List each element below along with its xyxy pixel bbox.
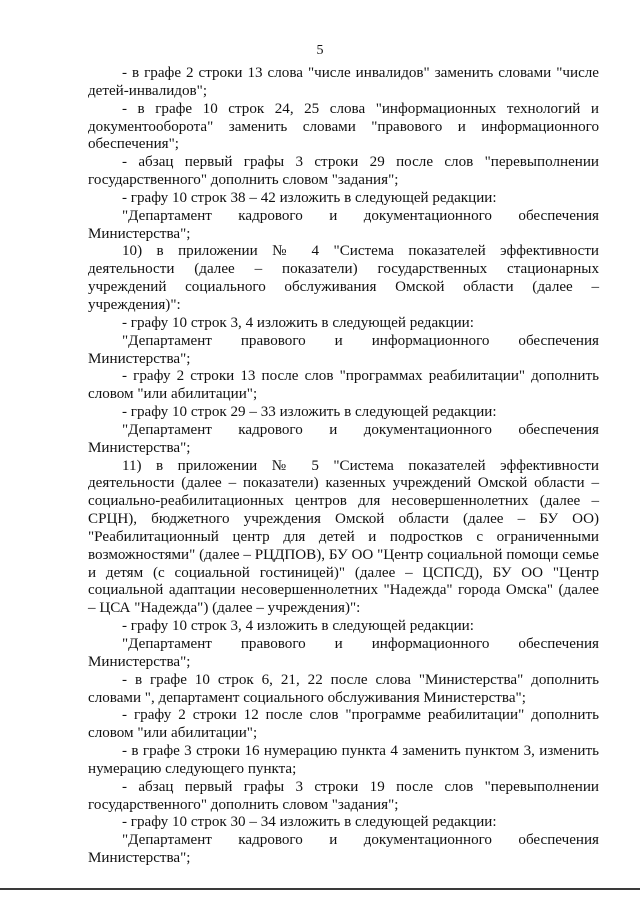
paragraph: - в графе 10 строк 24, 25 слова "информационных технологий и документооборота" заменить словами "правового и информационного обеспечения"; (88, 100, 599, 153)
paragraph: "Департамент кадрового и документационного обеспечения Министерства"; (88, 421, 599, 456)
scan-edge-line (0, 888, 640, 890)
paragraph: 11) в приложении № 5 "Система показателей эффективности деятельности (далее – показатели) казенных учреждений Омской области – социально-реабилитационных центров для несовершеннолетних (далее – СРЦН), бюджетного учреждения Омской области (далее – БУ ОО) "Реабилитационный центр для детей и подростков с ограниченными возможностями" (далее – РЦДПОВ), БУ ОО "Центр социальной помощи семье и детям (с социальной гостиницей)" (далее – ЦСПСД), БУ ОО "Центр социальной адаптации несовершеннолетних "Надежда" города Омска" (далее – ЦСА "Надежда") (далее – учреждения)": (88, 457, 599, 617)
paragraph: "Департамент кадрового и документационного обеспечения Министерства"; (88, 207, 599, 242)
paragraph: 10) в приложении № 4 "Система показателей эффективности деятельности (далее – показатели) государственных стационарных учреждений социального обслуживания Омской области (далее – учреждения)": (88, 243, 599, 313)
paragraph: - графу 2 строки 12 после слов "программе реабилитации" дополнить словом "или абилитации"; (88, 707, 599, 742)
paragraph: - в графе 10 строк 6, 21, 22 после слова "Министерства" дополнить словами ", департамент социального обслуживания Министерства"; (88, 671, 599, 706)
paragraph: - графу 10 строк 30 – 34 изложить в следующей редакции: (122, 814, 497, 831)
paragraph: "Департамент кадрового и документационного обеспечения Министерства"; (88, 832, 599, 867)
document-body (88, 65, 599, 868)
paragraph: - абзац первый графы 3 строки 29 после слов "перевыполнении государственного" дополнить словом "задания"; (88, 154, 599, 189)
paragraph: - графу 10 строк 38 – 42 изложить в следующей редакции: (122, 189, 497, 206)
paragraph: - графу 10 строк 3, 4 изложить в следующей редакции: (122, 314, 474, 331)
paragraph: - графу 10 строк 3, 4 изложить в следующей редакции: (122, 618, 474, 635)
paragraph: - в графе 2 строки 13 слова "числе инвалидов" заменить словами "числе детей-инвалидов"; (88, 65, 599, 99)
paragraph: - абзац первый графы 3 строки 19 после слов "перевыполнении государственного" дополнить словом "задания"; (88, 778, 599, 813)
page-number: 5 (316, 43, 324, 58)
paragraph: - в графе 3 строки 16 нумерацию пункта 4 заменить пунктом 3, изменить нумерацию следующего пункта; (88, 743, 599, 777)
paragraph: - графу 10 строк 29 – 33 изложить в следующей редакции: (122, 404, 497, 421)
paragraph: "Департамент правового и информационного обеспечения Министерства"; (88, 636, 599, 670)
paragraph: - графу 2 строки 13 после слов "программах реабилитации" дополнить словом "или абилитации"; (88, 368, 599, 403)
paragraph: "Департамент правового и информационного обеспечения Министерства"; (88, 332, 599, 367)
